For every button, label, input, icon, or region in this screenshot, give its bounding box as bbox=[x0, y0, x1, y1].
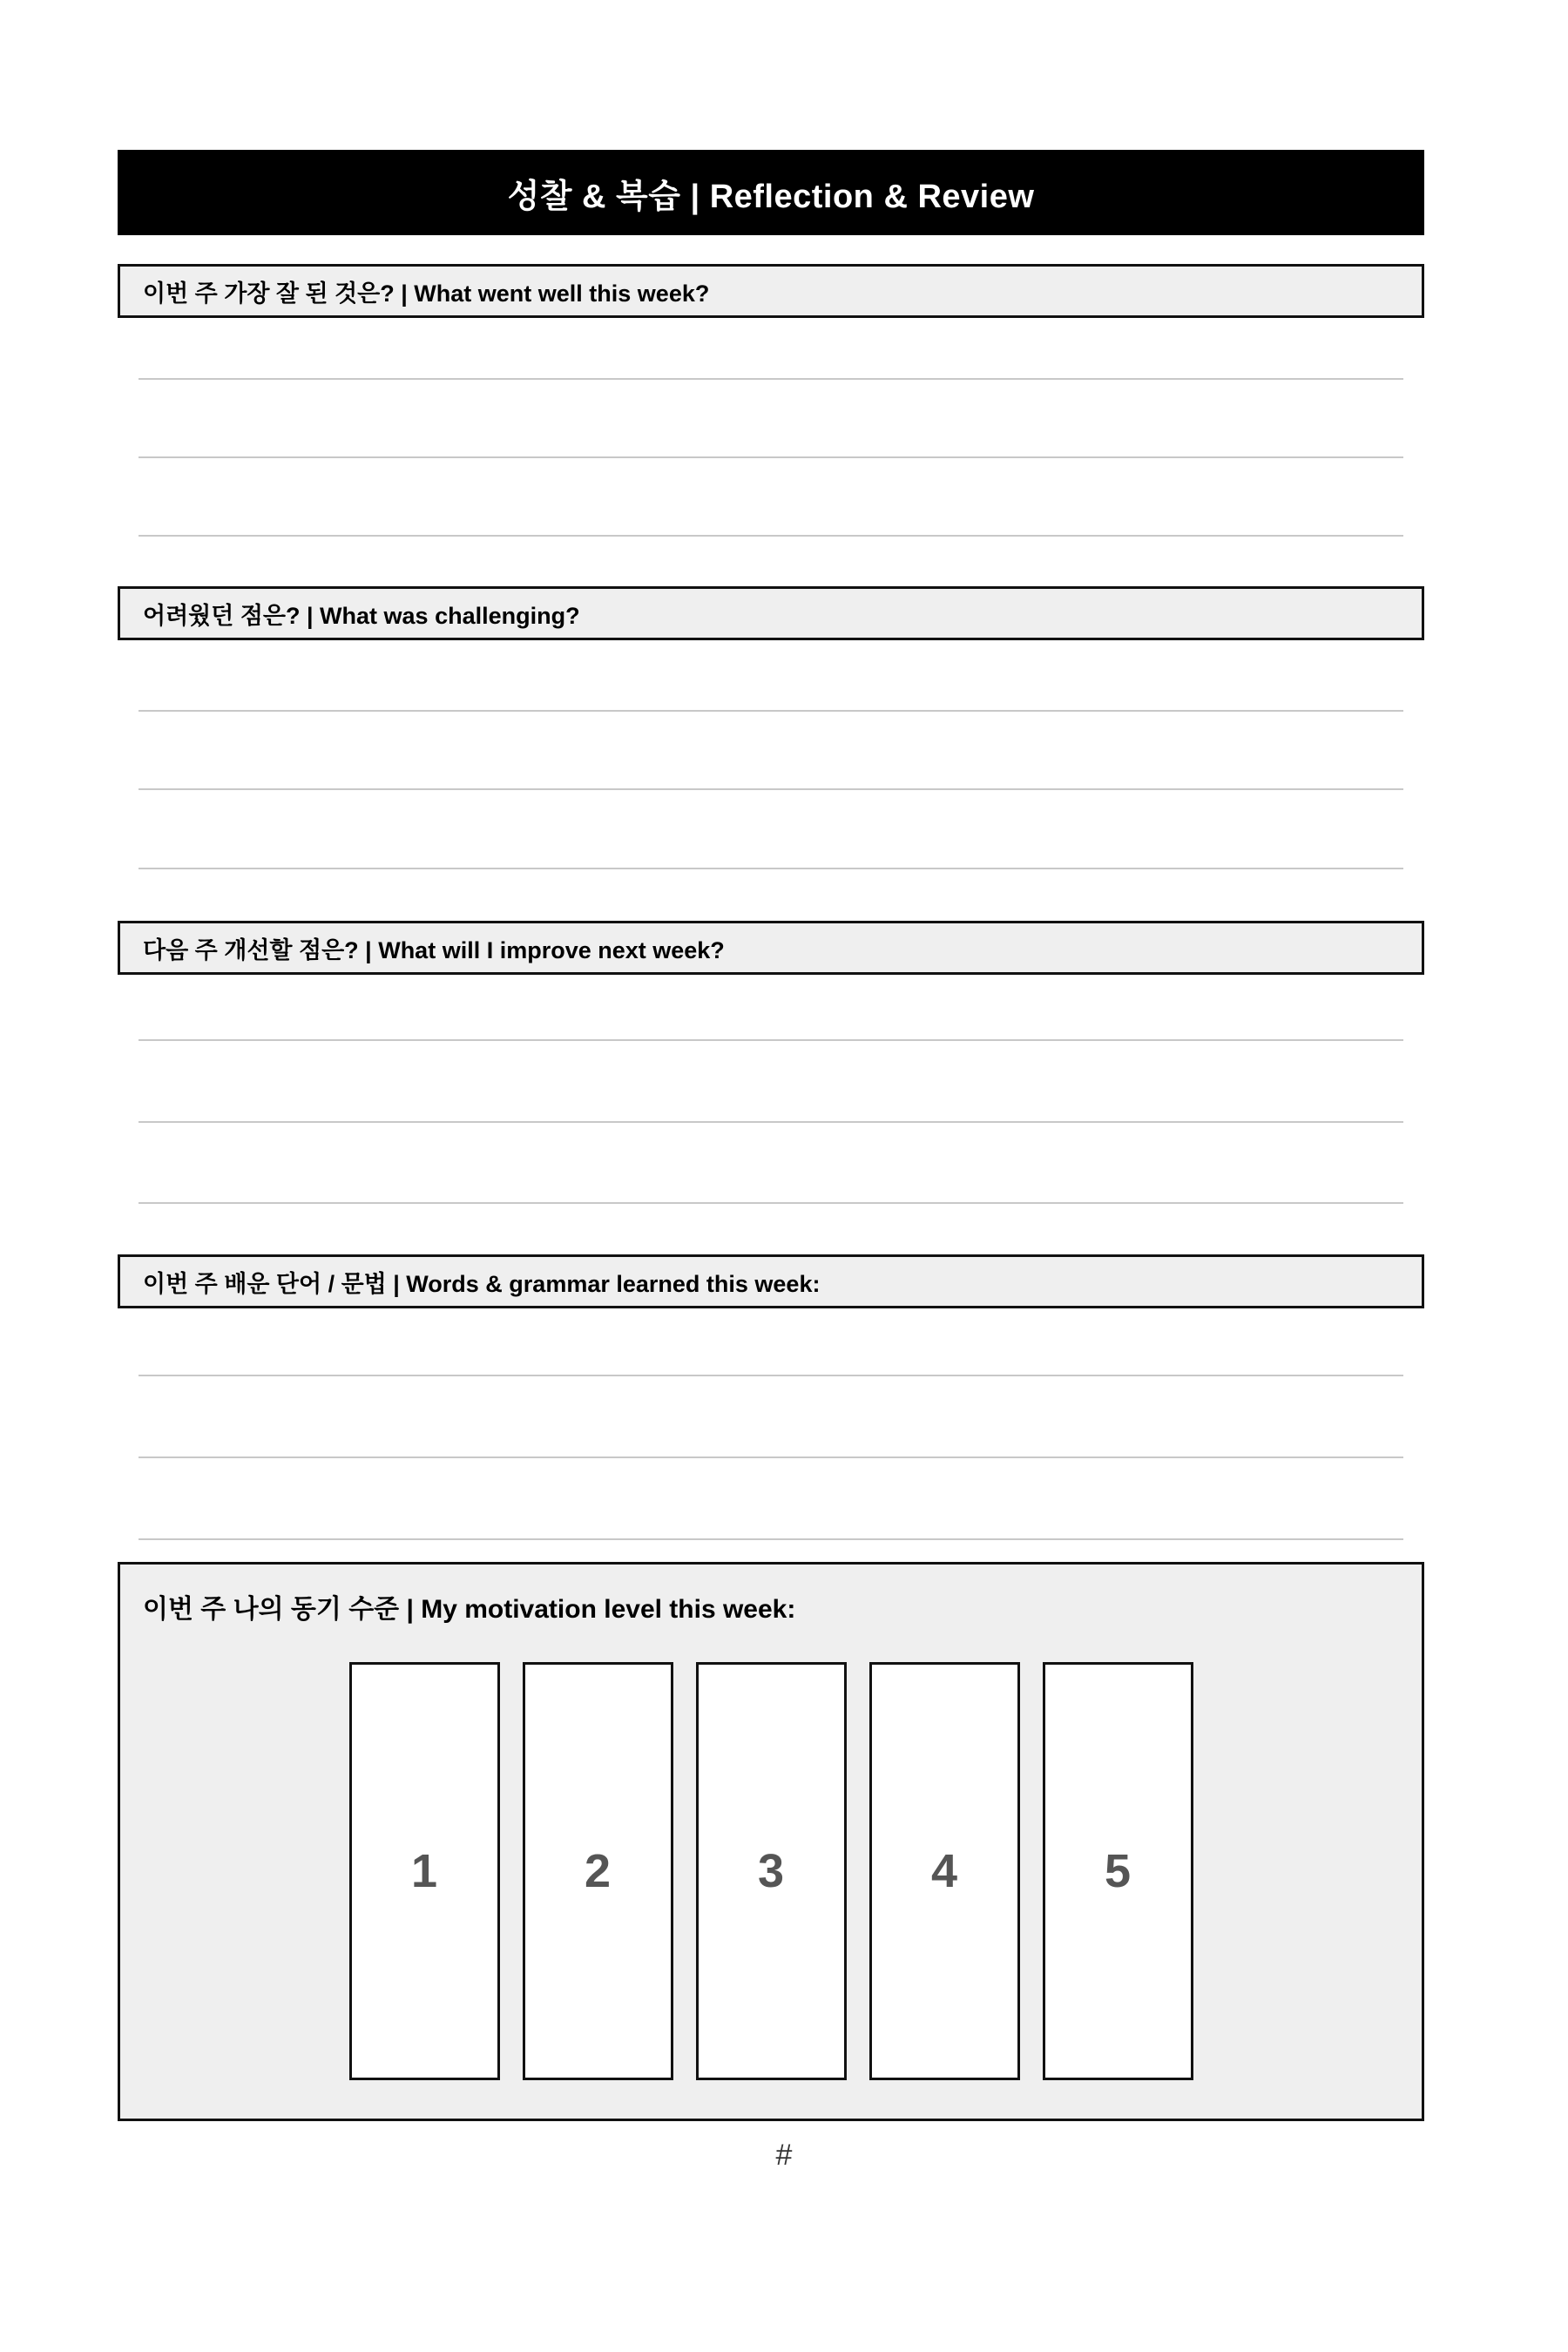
motivation-level-3[interactable] bbox=[696, 1662, 847, 2080]
writing-line bbox=[139, 1039, 1403, 1041]
writing-line bbox=[139, 1121, 1403, 1123]
motivation-level-1[interactable] bbox=[349, 1662, 500, 2080]
page-title: 성찰 & 복습 | Reflection & Review bbox=[118, 150, 1424, 235]
writing-line bbox=[139, 1456, 1403, 1458]
motivation-level-2[interactable] bbox=[523, 1662, 673, 2080]
writing-line bbox=[139, 1202, 1403, 1204]
section-header-challenging: 어려웠던 점은? | What was challenging? bbox=[118, 586, 1424, 640]
motivation-level-1-label: 1 bbox=[410, 1845, 438, 1897]
writing-line bbox=[139, 868, 1403, 869]
motivation-label: 이번 주 나의 동기 수준 | My motivation level this week: bbox=[143, 1595, 796, 1624]
motivation-level-4-label: 4 bbox=[930, 1845, 958, 1897]
motivation-section bbox=[118, 1562, 1424, 2121]
writing-line bbox=[139, 710, 1403, 712]
writing-line bbox=[139, 1375, 1403, 1376]
reflection-review-page bbox=[118, 0, 1424, 2352]
motivation-level-2-label: 2 bbox=[584, 1845, 612, 1897]
motivation-level-5-label: 5 bbox=[1104, 1845, 1132, 1897]
section-header-improve-next-week: 다음 주 개선할 점은? | What will I improve next week? bbox=[118, 921, 1424, 975]
section-header-words-grammar: 이번 주 배운 단어 / 문법 | Words & grammar learned this week: bbox=[118, 1254, 1424, 1308]
writing-line bbox=[139, 378, 1403, 380]
motivation-level-3-label: 3 bbox=[757, 1845, 785, 1897]
motivation-level-4[interactable] bbox=[869, 1662, 1020, 2080]
section-header-what-went-well: 이번 주 가장 잘 된 것은? | What went well this week? bbox=[118, 264, 1424, 318]
motivation-level-scale bbox=[120, 1662, 1422, 2080]
writing-line bbox=[139, 1538, 1403, 1540]
writing-line bbox=[139, 788, 1403, 790]
page-number-marker: # bbox=[775, 2139, 793, 2172]
writing-line bbox=[139, 535, 1403, 537]
motivation-level-5[interactable] bbox=[1043, 1662, 1193, 2080]
writing-line bbox=[139, 456, 1403, 458]
